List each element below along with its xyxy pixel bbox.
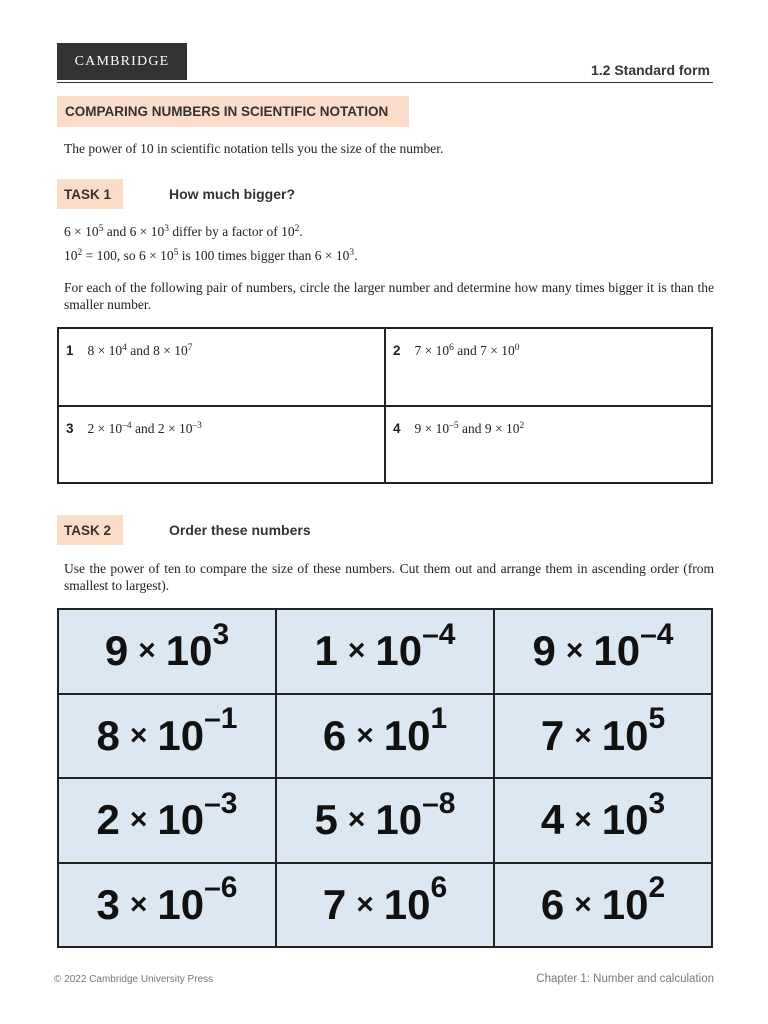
question-cell[interactable]: 1 $8 \times 10^4$ and $8 \times 10^7$ [58,328,385,406]
task2-title: Order these numbers [169,522,311,538]
section-title: 1.2 Standard form [590,62,710,78]
header-divider [57,82,713,83]
number-card[interactable]: 4 × 10 $^3$ [494,778,712,863]
question-cell[interactable]: 4 $9 \times 10^{-5}$ and $9 \times 10^2$ [385,406,712,484]
task1-question-grid [57,327,713,484]
example-line-2: $10^2 = 100$, so $6 \times 10^5$ is 100 times bigger than $6 \times 10^3$. [64,248,358,263]
number-card[interactable]: 3 × 10 $^{-6}$ [58,863,276,948]
number-card[interactable]: 7 × 10 $^5$ [494,694,712,779]
copyright-footer: © 2022 Cambridge University Press [54,974,214,985]
number-card[interactable]: 6 × 10 $^2$ [494,863,712,948]
number-card-grid [57,608,713,948]
chapter-footer: Chapter 1: Number and calculation [536,973,714,985]
number-card[interactable]: 9 × 10 $^3$ [58,609,276,694]
task2-instructions: Use the power of ten to compare the size of these numbers. Cut them out and arrange them in ascending order (from smallest to largest). [64,561,714,593]
intro-text: The power of 10 in scientific notation tells you the size of the number. [64,141,444,156]
question-cell[interactable]: 3 $2 \times 10^{-4}$ and $2 \times 10^{-3}$ [58,406,385,484]
number-card[interactable]: 1 × 10 $^{-4}$ [276,609,494,694]
task2-tag: TASK 2 [57,515,123,545]
number-card[interactable]: 9 × 10 $^{-4}$ [494,609,712,694]
number-card[interactable]: 6 × 10 $^1$ [276,694,494,779]
task1-tag: TASK 1 [57,179,123,209]
task1-title: How much bigger? [169,186,295,202]
number-card[interactable]: 5 × 10 $^{-8}$ [276,778,494,863]
number-card[interactable]: 2 × 10 $^{-3}$ [58,778,276,863]
topic-banner: COMPARING NUMBERS IN SCIENTIFIC NOTATION [57,96,409,127]
question-cell[interactable]: 2 $7 \times 10^6$ and $7 \times 10^0$ [385,328,712,406]
task1-instructions: For each of the following pair of numbers, circle the larger number and determine how many times bigger it is than the smaller number. [64,280,714,312]
number-card[interactable]: 8 × 10 $^{-1}$ [58,694,276,779]
example-line-1: $6 \times 10^5$ and $6 \times 10^3$ differ by a factor of $10^2$. [64,224,303,239]
number-card[interactable]: 7 × 10 $^6$ [276,863,494,948]
cambridge-logo [57,43,187,80]
logo-text: CAMBRIDGE [74,53,170,69]
